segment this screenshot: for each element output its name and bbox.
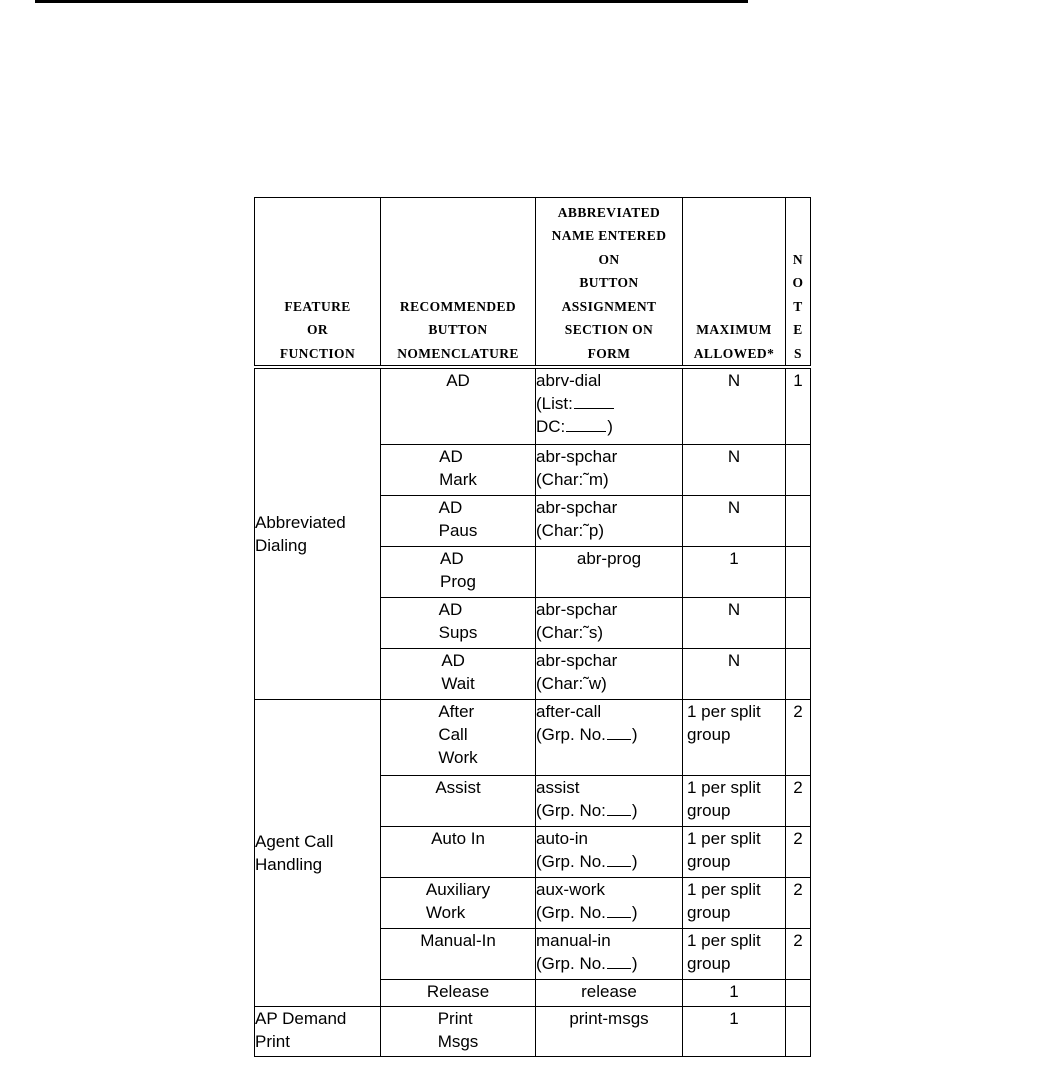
nomenclature-cell: Auto In (381, 826, 536, 877)
abbreviated-name-cell: abr-prog (536, 546, 683, 597)
nomenclature-cell: After Call Work (381, 699, 536, 775)
header-abbreviated-name: ABBREVIATED NAME ENTERED ON BUTTON ASSIGNMENT SECTION ON FORM (536, 198, 683, 368)
note-cell (786, 597, 811, 648)
blank-line (566, 429, 606, 432)
table-row (255, 1006, 811, 1056)
abbreviated-name-cell: assist (Grp. No: ) (536, 775, 683, 826)
nomenclature-cell: Print Msgs (381, 1006, 536, 1056)
top-rule (35, 0, 748, 3)
maximum-cell: N (683, 495, 786, 546)
abbreviated-name-cell: release (536, 979, 683, 1006)
abbreviated-name-cell: auto-in (Grp. No. ) (536, 826, 683, 877)
maximum-cell: 1 per split group (683, 775, 786, 826)
blank-line (607, 737, 631, 740)
blank-line (607, 966, 631, 969)
blank-line (607, 915, 631, 918)
maximum-cell: 1 per split group (683, 699, 786, 775)
nomenclature-cell: AD Paus (381, 495, 536, 546)
maximum-cell: 1 per split group (683, 826, 786, 877)
note-cell: 2 (786, 826, 811, 877)
button-assignment-table (254, 197, 811, 1057)
abbreviated-name-cell: after-call (Grp. No. ) (536, 699, 683, 775)
maximum-cell: 1 per split group (683, 877, 786, 928)
note-cell (786, 444, 811, 495)
feature-cell: AP Demand Print (255, 1006, 381, 1056)
note-cell (786, 648, 811, 699)
table-row (255, 367, 811, 444)
blank-line (574, 406, 614, 409)
note-cell: 2 (786, 928, 811, 979)
note-cell: 2 (786, 699, 811, 775)
note-cell: 2 (786, 877, 811, 928)
nomenclature-cell: AD Prog (381, 546, 536, 597)
note-cell: 1 (786, 367, 811, 444)
blank-line (607, 813, 631, 816)
nomenclature-cell: Auxiliary Work (381, 877, 536, 928)
abbreviated-name-cell: manual-in (Grp. No. ) (536, 928, 683, 979)
abbreviated-name-cell: abr-spchar (Char:˜w) (536, 648, 683, 699)
maximum-cell: N (683, 367, 786, 444)
table-row (255, 699, 811, 775)
note-cell: 2 (786, 775, 811, 826)
nomenclature-cell: Release (381, 979, 536, 1006)
feature-cell: Agent Call Handling (255, 699, 381, 1006)
header-row (255, 198, 811, 368)
note-cell (786, 546, 811, 597)
abbreviated-name-cell: print-msgs (536, 1006, 683, 1056)
maximum-cell: N (683, 648, 786, 699)
nomenclature-cell: Assist (381, 775, 536, 826)
header-notes: N O T E S (786, 198, 811, 368)
nomenclature-cell: AD Sups (381, 597, 536, 648)
feature-cell: Abbreviated Dialing (255, 367, 381, 699)
nomenclature-cell: AD Wait (381, 648, 536, 699)
nomenclature-cell: AD Mark (381, 444, 536, 495)
header-nomenclature: RECOMMENDED BUTTON NOMENCLATURE (381, 198, 536, 368)
nomenclature-cell: Manual-In (381, 928, 536, 979)
maximum-cell: 1 (683, 1006, 786, 1056)
maximum-cell: 1 (683, 546, 786, 597)
abbreviated-name-cell: aux-work (Grp. No. ) (536, 877, 683, 928)
header-maximum-allowed: MAXIMUM ALLOWED* (683, 198, 786, 368)
note-cell (786, 1006, 811, 1056)
header-feature: FEATURE OR FUNCTION (255, 198, 381, 368)
maximum-cell: N (683, 597, 786, 648)
maximum-cell: N (683, 444, 786, 495)
maximum-cell: 1 (683, 979, 786, 1006)
abbreviated-name-cell: abr-spchar (Char:˜m) (536, 444, 683, 495)
note-cell (786, 979, 811, 1006)
abbreviated-name-cell: abr-spchar (Char:˜s) (536, 597, 683, 648)
blank-line (607, 864, 631, 867)
maximum-cell: 1 per split group (683, 928, 786, 979)
abbreviated-name-cell: abr-spchar (Char:˜p) (536, 495, 683, 546)
abbreviated-name-cell: abrv-dial (List: DC: ) (536, 367, 683, 444)
note-cell (786, 495, 811, 546)
nomenclature-cell: AD (381, 367, 536, 444)
